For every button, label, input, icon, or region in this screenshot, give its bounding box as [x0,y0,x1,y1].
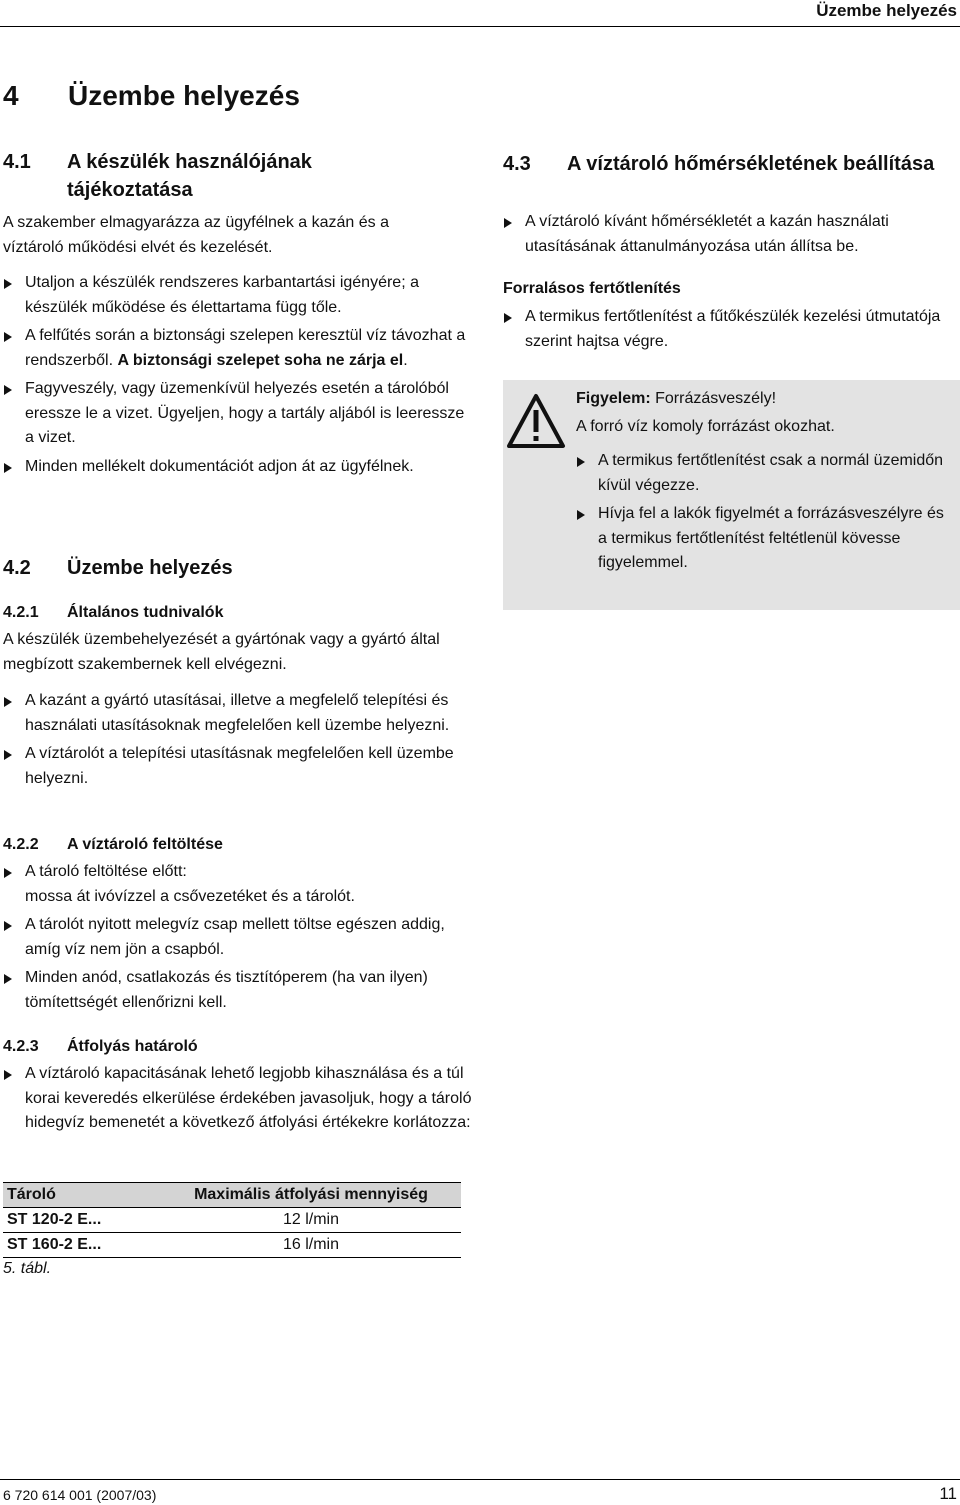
section-4-2-1-intro: A készülék üzembehelyezését a gyártónak vagy a gyártó által megbízott szakembernek kell elvégezni. [3,631,440,673]
section-4-2-3-list [3,1062,473,1140]
list-item: A termikus fertőtlenítést a fűtőkészülék kezelési útmutatója szerint hajtsa végre. [503,305,953,354]
header-rule [0,26,960,27]
list-item: A kazánt a gyártó utasításai, illetve a megfelelő telepítési és használati utasításoknak megfelelően kell üzembe helyezni. [3,689,463,738]
list-item: A felfűtés során a biztonsági szelepen keresztül víz távozhat a rendszerből. A biztonsági szelepet soha ne zárja el. [3,324,473,373]
list-item: Minden mellékelt dokumentációt adjon át az ügyfélnek. [3,455,473,480]
table-cell: ST 160-2 E... [3,1233,161,1258]
footer-rule [0,1479,960,1480]
bullet-arrow-icon [4,332,12,342]
section-4-2-1-heading: 4.2.1 Általános tudnivalók [3,604,224,621]
list-item: Hívja fel a lakók figyelmét a forrázásveszélyre és a termikus fertőtlenítést feltétlenül kövesse figyelemmel. [576,502,946,576]
section-4-1-list [3,271,473,483]
list-item: Fagyveszély, vagy üzemenkívül helyezés esetén a tárolóból eressze le a vizet. Ügyeljen, hogy a tartály aljából is leeressze a vizet. [3,377,473,451]
bullet-arrow-icon [4,974,12,984]
section-4-2-3-heading: 4.2.3 Átfolyás határoló [3,1038,198,1055]
section-4-2-1-list [3,689,463,795]
chapter-title [3,80,300,112]
disinfection-list [503,305,953,358]
warning-triangle-icon [506,392,566,450]
warning-label: Figyelem: [576,390,651,407]
bullet-arrow-icon [4,463,12,473]
list-item: A víztároló kapacitásának lehető legjobb kihasználása és a túl korai keveredés elkerülése érdekében javasoljuk, hogy a tároló hidegvíz bemenetét a következő átfolyási értékekre korlátozza: [3,1062,473,1136]
chapter-heading: Üzembe helyezés [68,80,300,111]
table-cell: 16 l/min [161,1233,461,1258]
bullet-arrow-icon [504,218,512,228]
document-number: 6 720 614 001 (2007/03) [3,1487,157,1503]
bullet-arrow-icon [4,385,12,395]
section-4-2-heading: 4.2 Üzembe helyezés [3,557,233,579]
table-cell: ST 120-2 E... [3,1208,161,1233]
table-header-cell: Tároló [3,1183,161,1208]
bullet-arrow-icon [4,1070,12,1080]
list-item: A víztároló kívánt hőmérsékletét a kazán használati utasításának áttanulmányozása után állítsa be. [503,210,953,259]
list-item: Utaljon a készülék rendszeres karbantartási igényére; a készülék működése és élettartama függ tőle. [3,271,473,320]
warning-list [576,449,946,580]
bullet-arrow-icon [4,750,12,760]
table-cell: 12 l/min [161,1208,461,1233]
table-row [3,1208,461,1233]
section-4-2-2-heading: 4.2.2 A víztároló feltöltése [3,836,223,853]
warning-text: Figyelem: Forrázásveszély! A forró víz komoly forrázást okozhat. [576,390,835,435]
running-header: Üzembe helyezés [816,1,957,20]
section-4-1-intro: A szakember elmagyarázza az ügyfélnek a kazán és a víztároló működési elvét és kezelését. [3,214,389,256]
list-item: A tárolót nyitott melegvíz csap mellett töltse egészen addig, amíg víz nem jön a csapból. [3,913,473,962]
section-4-3-list [503,210,953,263]
list-item: A termikus fertőtlenítést csak a normál üzemidőn kívül végezze. [576,449,946,498]
table-row [3,1233,461,1258]
bullet-arrow-icon [4,868,12,878]
bullet-arrow-icon [4,697,12,707]
section-4-1-heading: 4.1 A készülék használójának tájékoztatása [3,151,312,201]
bullet-arrow-icon [577,457,585,467]
bullet-arrow-icon [4,921,12,931]
table-header-cell: Maximális átfolyási mennyiség [161,1183,461,1208]
page-number: 11 [939,1484,957,1503]
chapter-number: 4 [3,80,19,111]
bullet-arrow-icon [504,313,512,323]
disinfection-heading: Forralásos fertőtlenítés [503,280,681,297]
section-4-3-heading: 4.3 A víztároló hőmérsékletének beállítása [503,153,935,175]
table-header-row [3,1183,461,1208]
section-4-2-2-list [3,860,473,1019]
list-item: A víztárolót a telepítési utasításnak megfelelően kell üzembe helyezni. [3,742,463,791]
list-item: Minden anód, csatlakozás és tisztítóperem (ha van ilyen) tömítettségét ellenőrizni kell. [3,966,473,1015]
table-caption: 5. tábl. [3,1260,52,1277]
bullet-arrow-icon [4,279,12,289]
bullet-arrow-icon [577,510,585,520]
list-item: A tároló feltöltése előtt: mossa át ivóvízzel a csővezetéket és a tárolót. [3,860,473,909]
flow-limit-table [3,1182,461,1258]
